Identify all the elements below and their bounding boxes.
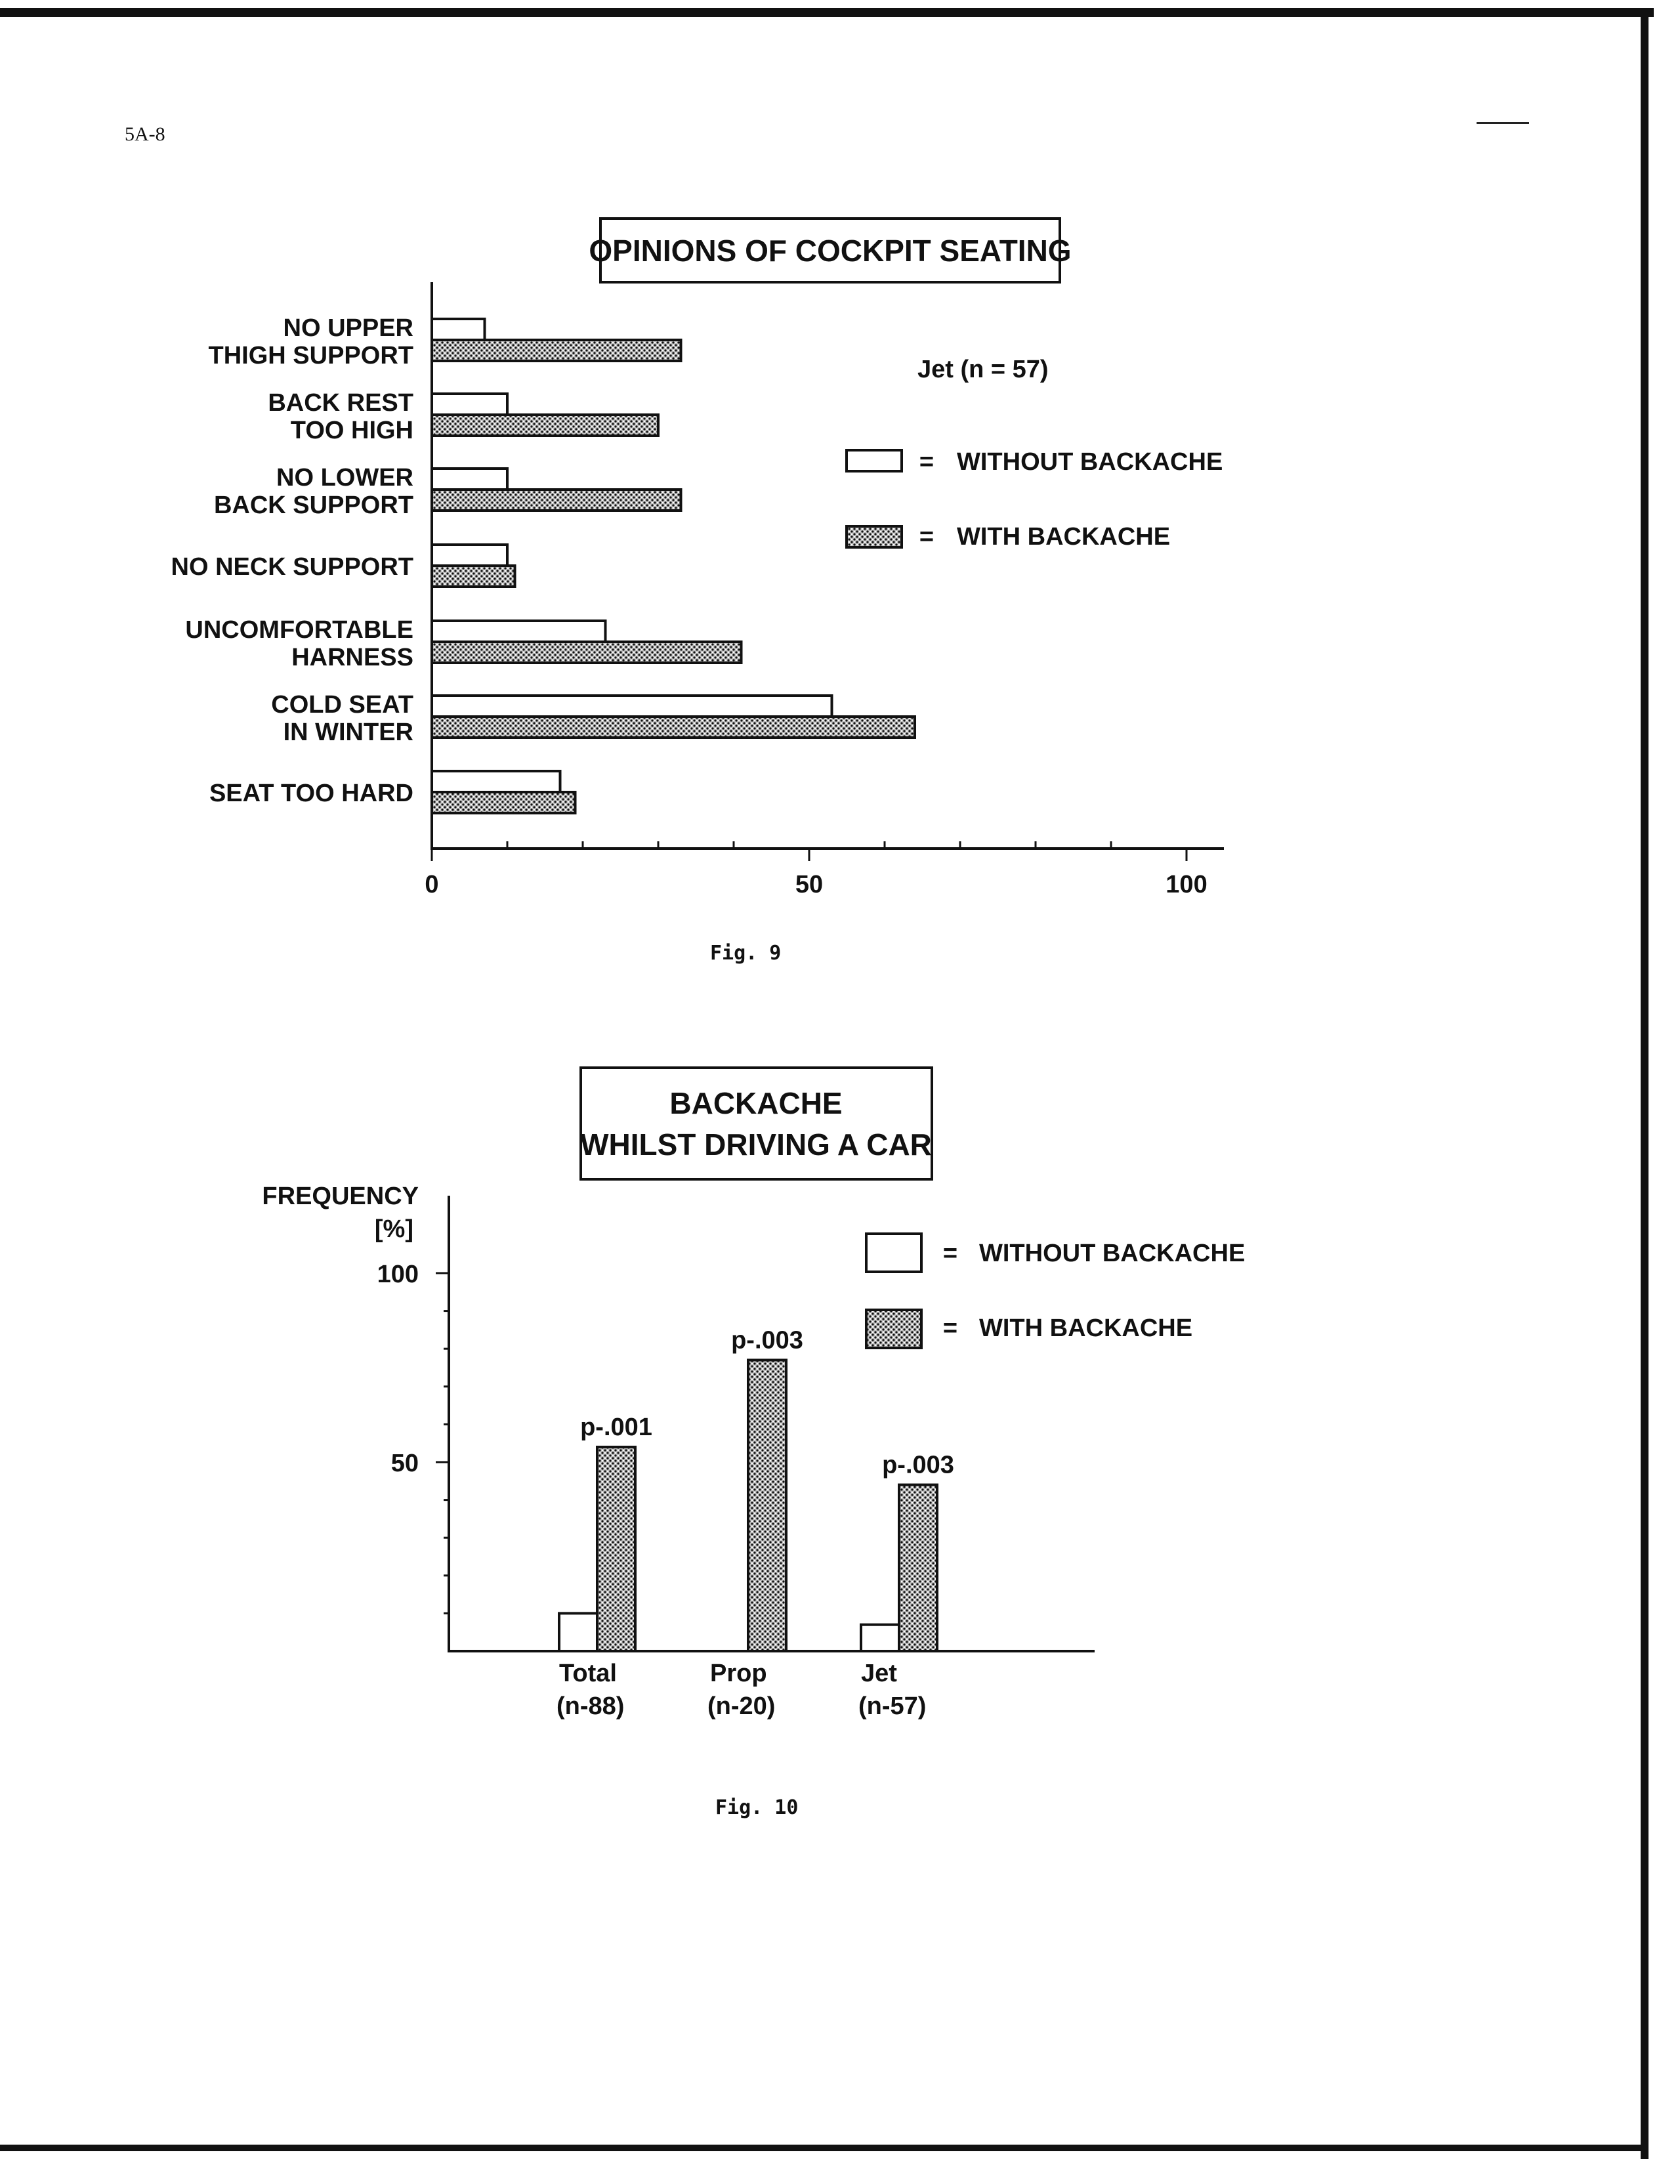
fig10-ylabel-line-2: [%] (374, 1215, 413, 1243)
fig10-y-tick-label-1: 50 (390, 1450, 419, 1477)
fig10-pvalue-0: p-.001 (580, 1413, 652, 1441)
fig10-bar-with-1 (748, 1360, 786, 1651)
fig9-legend-without-swatch (847, 450, 902, 471)
fig9-legend-with-swatch (847, 526, 902, 547)
fig9-bar-with-4 (432, 642, 742, 663)
fig9-legend-with-label: WITH BACKACHE (957, 523, 1171, 551)
fig9-bar-with-2 (432, 490, 681, 511)
fig9-bar-without-4 (432, 621, 606, 642)
fig9-category-label-5-a: COLD SEAT (271, 691, 413, 719)
fig10-pvalue-2: p-.003 (882, 1451, 954, 1479)
fig9-category-label-6: SEAT TOO HARD (209, 780, 413, 807)
fig10-title-box (581, 1068, 932, 1179)
fig10-category-label-2-a: Jet (861, 1660, 897, 1687)
fig9-category-label-2-a: NO LOWER (276, 464, 413, 492)
fig9-bar-with-0 (432, 340, 681, 361)
fig10-title-line-1: BACKACHE (669, 1086, 843, 1120)
fig10-bar-without-2 (861, 1625, 899, 1651)
fig9-bar-without-5 (432, 696, 832, 717)
fig9-legend-with-eq: = (919, 523, 934, 551)
fig10-category-label-1-b: (n-20) (707, 1692, 776, 1720)
page-number: 5A-8 (125, 123, 165, 145)
fig9-category-label-0-a: NO UPPER (283, 314, 413, 342)
fig10-category-label-1-a: Prop (710, 1660, 767, 1687)
fig9-x-tick-label-2: 100 (1166, 871, 1208, 898)
fig9-category-label-0-b: THIGH SUPPORT (208, 342, 413, 369)
fig9-category-label-4-b: HARNESS (291, 644, 413, 671)
fig9-bar-with-6 (432, 792, 576, 813)
fig10-category-label-2-b: (n-57) (858, 1692, 927, 1720)
fig9-category-label-4-a: UNCOMFORTABLE (185, 616, 413, 644)
fig9-caption: Fig. 9 (710, 942, 782, 965)
fig9-bar-without-1 (432, 394, 507, 415)
fig10-legend-with-eq: = (942, 1314, 958, 1342)
fig9-bar-with-3 (432, 566, 515, 587)
fig9-category-label-3: NO NECK SUPPORT (171, 553, 413, 581)
fig9-bar-without-0 (432, 319, 485, 340)
fig10-bar-with-0 (597, 1447, 635, 1651)
fig10-title-line-2: WHILST DRIVING A CAR (580, 1127, 932, 1162)
fig10-bar-without-0 (559, 1613, 597, 1651)
fig9-x-tick-label-0: 0 (425, 871, 439, 898)
fig9-category-label-1-a: BACK REST (268, 389, 413, 417)
fig10-ylabel-line-1: FREQUENCY (262, 1183, 419, 1210)
fig10-legend-with-swatch (866, 1310, 921, 1348)
fig9-category-label-5-b: IN WINTER (283, 719, 413, 746)
fig10-legend-with-label: WITH BACKACHE (979, 1314, 1193, 1342)
fig9-bar-without-6 (432, 771, 560, 792)
fig10-bar-with-2 (899, 1485, 937, 1651)
fig9-category-label-1-b: TOO HIGH (290, 417, 413, 444)
fig9-bar-with-5 (432, 717, 915, 738)
fig10-category-label-0-a: Total (559, 1660, 617, 1687)
fig10-caption: Fig. 10 (715, 1796, 799, 1819)
fig9-category-label-2-b: BACK SUPPORT (213, 492, 413, 519)
fig10-category-label-0-b: (n-88) (556, 1692, 625, 1720)
fig10-legend-without-label: WITHOUT BACKACHE (979, 1240, 1246, 1267)
fig9-bar-with-1 (432, 415, 658, 436)
fig10-legend-without-swatch (866, 1234, 921, 1272)
fig10-legend-without-eq: = (942, 1240, 958, 1267)
fig10-pvalue-1: p-.003 (731, 1326, 803, 1354)
fig9-legend-without-label: WITHOUT BACKACHE (957, 448, 1223, 476)
fig9-title: OPINIONS OF COCKPIT SEATING (589, 234, 1072, 268)
fig9-bar-without-2 (432, 469, 507, 490)
fig9-bar-without-3 (432, 545, 507, 566)
fig9-subtitle: Jet (n = 57) (917, 356, 1049, 383)
fig9-legend-without-eq: = (919, 448, 934, 476)
fig10-y-tick-label-0: 100 (377, 1261, 419, 1288)
fig9-x-tick-label-1: 50 (795, 871, 824, 898)
